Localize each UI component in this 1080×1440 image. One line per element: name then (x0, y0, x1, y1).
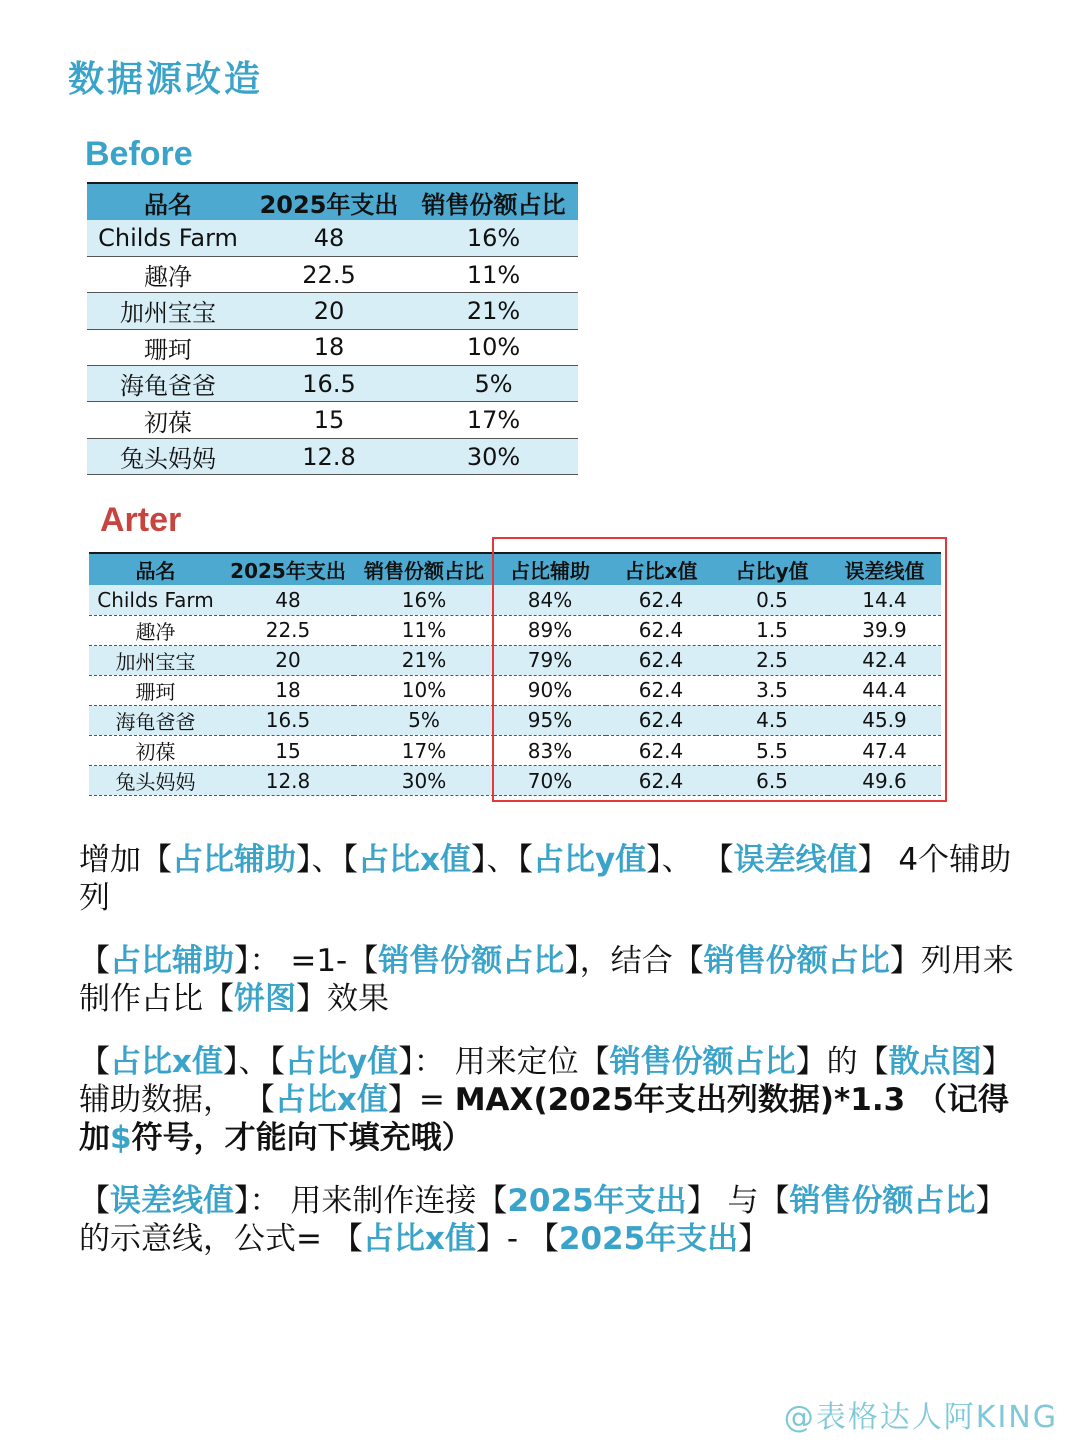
table-cell: 62.4 (638, 738, 684, 763)
table-cell: 5% (474, 369, 513, 398)
column-header: 2025年支出 (230, 559, 346, 583)
table-row (87, 256, 578, 292)
table-cell: 39.9 (862, 618, 907, 643)
table-cell: 16% (466, 223, 521, 252)
highlighted-term: 销售份额占比 (609, 1044, 796, 1080)
table-row (87, 438, 578, 474)
paragraph-text: 】的示意线，公式= 【 (79, 1183, 1007, 1257)
table-cell: 加州宝宝 (115, 649, 196, 674)
paragraph-text: 】- 【 (475, 1221, 559, 1257)
table-cell: 海龟爸爸 (120, 372, 216, 401)
table-cell: Childs Farm (97, 587, 214, 612)
table-row (87, 402, 578, 438)
table-cell: 62.4 (638, 708, 684, 733)
table-cell: 12.8 (302, 442, 356, 471)
table-cell: 62.4 (638, 678, 684, 703)
table-cell: 17% (401, 738, 447, 763)
table-cell: 珊珂 (144, 335, 192, 364)
table-cell: 22.5 (265, 618, 311, 643)
table-cell: 70% (527, 768, 573, 793)
table-cell: 48 (313, 223, 345, 252)
highlighted-term: 误差线值 (733, 842, 858, 878)
highlighted-term: 占比y值 (285, 1044, 399, 1080)
table-cell: 3.5 (756, 678, 788, 703)
table-cell: 0.5 (756, 587, 788, 612)
paragraph-text: 【 (79, 1183, 110, 1219)
paragraph-text: 】、【 (296, 842, 358, 878)
table-cell: 15 (275, 738, 301, 763)
paragraph-text: 】效果 (296, 981, 389, 1017)
table-cell: 5.5 (756, 738, 788, 763)
highlighted-term: 占比x值 (110, 1044, 223, 1080)
paragraph-text: 】、【 (223, 1044, 285, 1080)
paragraph-text: 【 (79, 1044, 110, 1080)
paragraph-text: 】辅助数据， 【 (79, 1044, 1013, 1118)
table-cell: 62.4 (638, 768, 684, 793)
table-cell: Childs Farm (98, 223, 238, 252)
table-cell: 初葆 (135, 740, 176, 765)
table-cell: 30% (401, 768, 447, 793)
paragraph-text: 】： =1-【 (234, 943, 379, 979)
description-paragraph-1 (79, 841, 1024, 917)
table-cell: 1.5 (756, 618, 788, 643)
table-cell: 20 (313, 296, 345, 325)
table-row (89, 645, 941, 675)
table-row (89, 766, 941, 796)
table-row (87, 220, 578, 256)
highlighted-term: 占比x值 (362, 1221, 476, 1257)
column-header: 2025年支出 (259, 190, 399, 219)
column-header: 品名 (144, 190, 192, 219)
highlighted-term: 销售份额占比 (703, 943, 890, 979)
table-cell: 初葆 (144, 408, 192, 437)
table-cell: 趣净 (144, 263, 192, 292)
table-row (89, 735, 941, 765)
table-cell: 18 (313, 333, 345, 362)
highlighted-term: 占比y值 (533, 842, 647, 878)
paragraph-text: 】 (738, 1221, 770, 1257)
paragraph-text: 增加【 (79, 842, 172, 878)
table-cell: 10% (401, 678, 447, 703)
table-cell: 30% (466, 442, 521, 471)
paragraph-text: 】，结合【 (564, 943, 704, 979)
table-header-row (87, 183, 578, 220)
table-cell: 83% (527, 738, 573, 763)
table-cell: 22.5 (302, 260, 356, 289)
column-header: 占比y值 (735, 559, 809, 583)
description-paragraph-2 (79, 942, 1024, 1018)
table-row (89, 675, 941, 705)
table-row (87, 329, 578, 365)
paragraph-text: 】： 用来定位【 (398, 1044, 610, 1080)
column-header: 误差线值 (844, 559, 925, 583)
table-cell: 5% (408, 708, 440, 733)
table-cell: 42.4 (862, 648, 907, 673)
highlighted-term: 2025年支出 (558, 1221, 739, 1257)
table-cell: 加州宝宝 (120, 299, 216, 328)
table-row (89, 615, 941, 645)
before-table (87, 182, 578, 475)
table-cell: 21% (466, 296, 521, 325)
table-cell: 趣净 (135, 619, 176, 644)
paragraph-text: 】、【 (471, 842, 533, 878)
table-row (87, 293, 578, 329)
highlighted-term: 销售份额占比 (789, 1183, 976, 1219)
table-cell: 62.4 (638, 648, 684, 673)
table-cell: 89% (527, 618, 573, 643)
column-header: 销售份额占比 (421, 190, 566, 219)
paragraph-text: 】、 【 (646, 842, 734, 878)
column-header: 占比辅助 (510, 559, 590, 583)
highlighted-term: $ (110, 1120, 132, 1156)
before-section-title: Before (85, 135, 193, 173)
table-cell: 49.6 (862, 768, 907, 793)
paragraph-text: 符号，才能向下填充哦） (131, 1120, 473, 1156)
table-cell: 79% (527, 648, 573, 673)
table-cell: 12.8 (265, 768, 311, 793)
table-cell: 15 (313, 406, 345, 435)
paragraph-text: 】= (387, 1082, 455, 1118)
highlighted-term: 占比辅助 (110, 943, 234, 979)
description-paragraph-4 (79, 1182, 1024, 1258)
highlighted-term: 饼图 (234, 981, 296, 1017)
highlighted-term: 误差线值 (110, 1183, 234, 1219)
paragraph-text: 】 与【 (686, 1183, 790, 1219)
table-cell: 21% (401, 648, 447, 673)
table-cell: 16.5 (302, 369, 356, 398)
table-row (87, 366, 578, 402)
table-cell: 45.9 (862, 708, 907, 733)
table-cell: 兔头妈妈 (115, 770, 196, 795)
table-cell: 14.4 (862, 587, 907, 612)
author-watermark: @表格达人阿KING (783, 1400, 1058, 1435)
page-title: 数据源改造 (68, 59, 264, 100)
table-cell: 海龟爸爸 (115, 709, 196, 734)
table-cell: 47.4 (862, 738, 907, 763)
paragraph-text: 】的【 (795, 1044, 889, 1080)
table-cell: 11% (466, 260, 521, 289)
table-cell: 2.5 (756, 648, 788, 673)
after-section-title: Arter (100, 501, 182, 539)
table-cell: 11% (401, 618, 447, 643)
table-cell: 18 (275, 678, 301, 703)
highlighted-term: 销售份额占比 (378, 943, 565, 979)
table-cell: 珊珂 (135, 679, 176, 704)
paragraph-text: MAX(2025年支出列数据)*1.3 （记得加 (79, 1082, 1009, 1156)
column-header: 销售份额占比 (364, 559, 484, 583)
table-cell: 16% (401, 587, 447, 612)
table-cell: 90% (527, 678, 573, 703)
table-cell: 62.4 (638, 587, 684, 612)
table-row (89, 705, 941, 735)
highlighted-term: 2025年支出 (507, 1183, 687, 1219)
table-cell: 17% (466, 406, 521, 435)
table-cell: 95% (527, 708, 573, 733)
table-cell: 16.5 (265, 708, 311, 733)
table-cell: 4.5 (756, 708, 788, 733)
highlighted-term: 散点图 (888, 1044, 982, 1080)
column-header: 品名 (135, 559, 176, 583)
column-header: 占比x值 (624, 559, 698, 583)
paragraph-text: 【 (79, 943, 110, 979)
table-cell: 兔头妈妈 (120, 445, 216, 474)
highlighted-term: 占比x值 (358, 842, 471, 878)
table-cell: 10% (466, 333, 521, 362)
table-header-row (89, 553, 941, 585)
table-cell: 20 (275, 648, 301, 673)
table-row (89, 585, 941, 615)
table-cell: 44.4 (862, 678, 907, 703)
table-cell: 62.4 (638, 618, 684, 643)
after-table (89, 552, 941, 796)
table-cell: 48 (275, 587, 301, 612)
paragraph-text: 】列用来制作占比【 (79, 943, 1014, 1017)
paragraph-text: 】： 用来制作连接【 (234, 1183, 508, 1219)
table-cell: 84% (527, 587, 573, 612)
description-paragraph-3 (79, 1043, 1024, 1157)
paragraph-text: 】 4个辅助列 (79, 842, 1012, 916)
table-cell: 6.5 (756, 768, 788, 793)
highlighted-term: 占比x值 (274, 1082, 388, 1118)
highlighted-term: 占比辅助 (172, 842, 296, 878)
